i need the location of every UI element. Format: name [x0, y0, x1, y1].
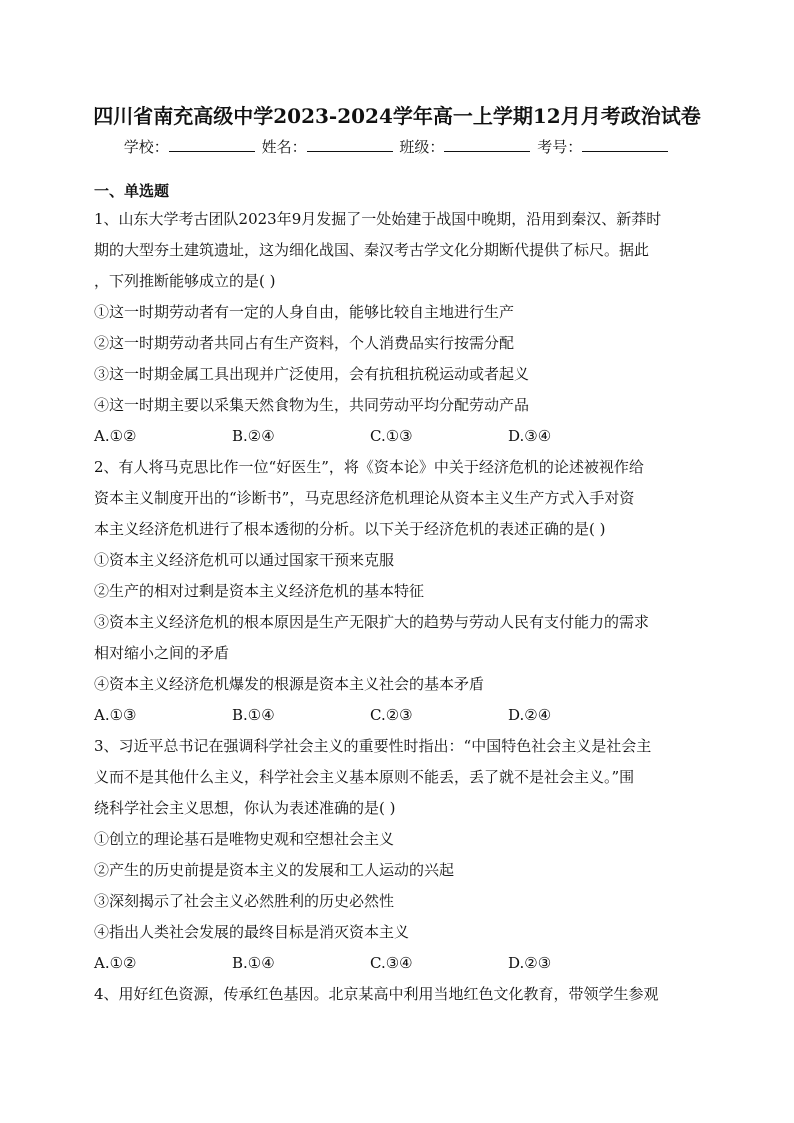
- answer-choice[interactable]: C.①③: [370, 427, 413, 445]
- name-label: 姓名：: [261, 138, 307, 156]
- question-stem-line: 绕科学社会主义思想，你认为表述准确的是( ): [94, 799, 396, 817]
- statement-option: ④这一时期主要以采集天然食物为生，共同劳动平均分配劳动产品: [94, 396, 530, 414]
- answer-choice[interactable]: B.①④: [232, 954, 275, 972]
- answer-choice[interactable]: B.②④: [232, 427, 275, 445]
- answer-choice[interactable]: D.③④: [508, 427, 552, 445]
- question-4: [94, 979, 704, 1010]
- statement-option: ②产生的历史前提是资本主义的发展和工人运动的兴起: [94, 861, 455, 879]
- school-blank[interactable]: [169, 137, 255, 152]
- answer-choice[interactable]: A.①②: [94, 954, 137, 972]
- question-stem-line: 资本主义制度开出的“诊断书”，马克思经济危机理论从资本主义生产方式入手对资: [94, 489, 635, 507]
- statement-option: ②生产的相对过剩是资本主义经济危机的基本特征: [94, 582, 425, 600]
- question-stem-line: 2、有人将马克思比作一位“好医生”，将《资本论》中关于经济危机的论述被视作给: [94, 458, 644, 476]
- statement-option: ④指出人类社会发展的最终目标是消灭资本主义: [94, 923, 410, 941]
- question-stem-line: ，下列推断能够成立的是( ): [94, 272, 276, 290]
- answer-choices: [94, 421, 704, 452]
- answer-choice[interactable]: A.①③: [94, 706, 137, 724]
- statement-option: ①资本主义经济危机可以通过国家干预来克服: [94, 551, 395, 569]
- statement-option: ①这一时期劳动者有一定的人身自由，能够比较自主地进行生产: [94, 303, 515, 321]
- class-label: 班级：: [399, 138, 445, 156]
- answer-choice[interactable]: A.①②: [94, 427, 137, 445]
- question-stem-line: 1、山东大学考古团队2023年9月发掘了一处始建于战国中晚期，沿用到秦汉、新莽时: [94, 210, 662, 228]
- answer-choices: [94, 948, 704, 979]
- question-3: [94, 731, 704, 979]
- answer-choice[interactable]: B.①④: [232, 706, 275, 724]
- question-stem-line: 期的大型夯土建筑遗址，这为细化战国、秦汉考古学文化分期断代提供了标尺。据此: [94, 241, 650, 259]
- statement-option: ①创立的理论基石是唯物史观和空想社会主义: [94, 830, 395, 848]
- question-stem-line: 4、用好红色资源，传承红色基因。北京某高中利用当地红色文化教育，带领学生参观: [94, 985, 659, 1003]
- statement-option: ③深刻揭示了社会主义必然胜利的历史必然性: [94, 892, 395, 910]
- name-blank[interactable]: [307, 137, 393, 152]
- page-title: 四川省南充高级中学2023-2024学年高一上学期12月月考政治试卷: [93, 104, 701, 128]
- id-blank[interactable]: [582, 137, 668, 152]
- answer-choices: [94, 700, 704, 731]
- section-title: 一、单选题: [94, 182, 170, 200]
- answer-choice[interactable]: C.③④: [370, 954, 413, 972]
- question-2: [94, 452, 704, 731]
- statement-option: ④资本主义经济危机爆发的根源是资本主义社会的基本矛盾: [94, 675, 485, 693]
- answer-choice[interactable]: C.②③: [370, 706, 413, 724]
- id-label: 考号：: [537, 138, 583, 156]
- question-stem-line: 3、习近平总书记在强调科学社会主义的重要性时指出：“中国特色社会主义是社会主: [94, 737, 652, 755]
- question-list: [94, 204, 704, 1010]
- statement-option: ②这一时期劳动者共同占有生产资料，个人消费品实行按需分配: [94, 334, 515, 352]
- question-stem-line: 本主义经济危机进行了根本透彻的分析。以下关于经济危机的表述正确的是( ): [94, 520, 606, 538]
- statement-option: 相对缩小之间的矛盾: [94, 644, 230, 662]
- statement-option: ③资本主义经济危机的根本原因是生产无限扩大的趋势与劳动人民有支付能力的需求: [94, 613, 650, 631]
- school-label: 学校：: [123, 138, 169, 156]
- answer-choice[interactable]: D.②③: [508, 954, 552, 972]
- question-stem-line: 义而不是其他什么主义，科学社会主义基本原则不能丢，丢了就不是社会主义。”围: [94, 768, 635, 786]
- class-blank[interactable]: [444, 137, 530, 152]
- question-1: [94, 204, 704, 452]
- student-info-line: [0, 136, 794, 157]
- exam-content: [94, 178, 704, 1010]
- answer-choice[interactable]: D.②④: [508, 706, 552, 724]
- statement-option: ③这一时期金属工具出现并广泛使用，会有抗租抗税运动或者起义: [94, 365, 530, 383]
